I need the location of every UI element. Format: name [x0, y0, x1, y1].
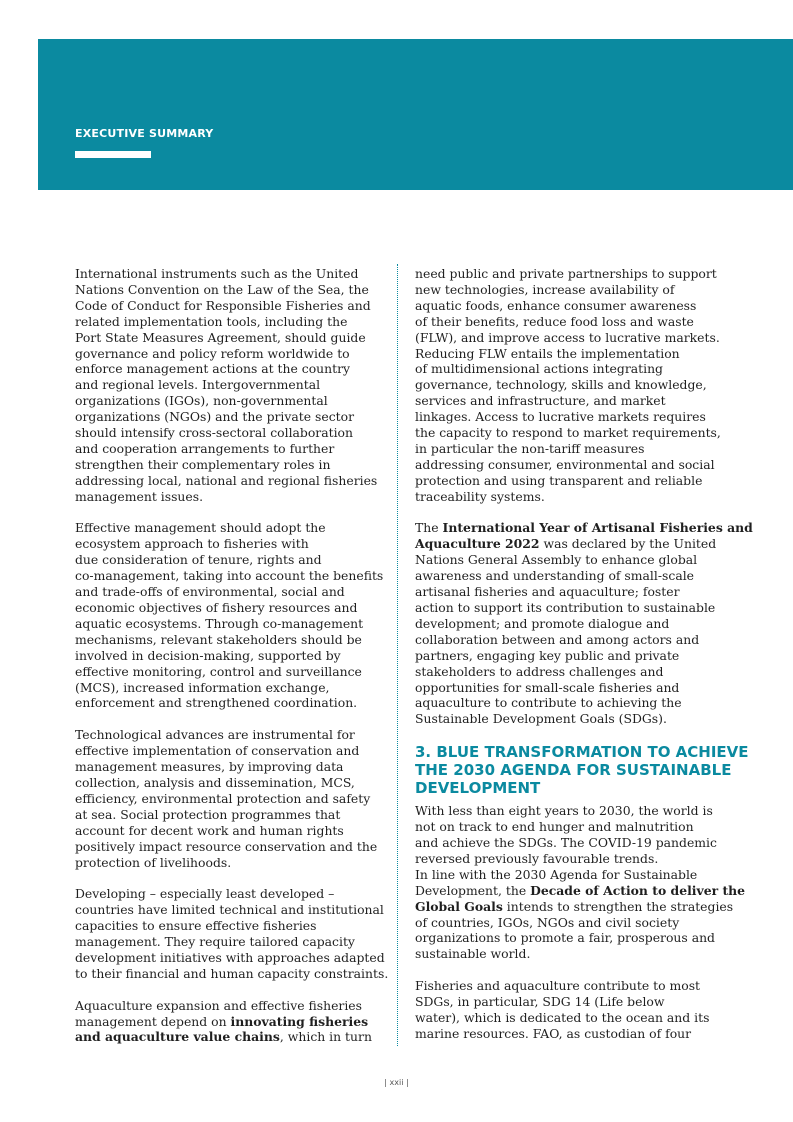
paragraph-sdg-contribution: Fisheries and aquaculture contribute to most SDGs, in particular, SDG 14 (Life below water), which is dedicated to the ocean and its marine resources. FAO, as custodian of four	[415, 978, 710, 1041]
page-number: | xxii |	[384, 1078, 409, 1087]
right-column	[415, 266, 753, 1042]
paragraph-partnerships: need public and private partnerships to support new technologies, increase availability of aquatic foods, enhance consumer awareness of their benefits, reduce food loss and waste (FLW), and improve access to lucrative markets. Reducing FLW entails the implementation of multidimensional actions integrating governance, technology, skills and knowledge, services and infrastructure, and market linkages. Access to lucrative markets requires the capacity to respond to market requirements, in particular the non-tariff measures addressing consumer, environmental and social protection and using transparent and reliable traceability systems.	[415, 266, 721, 504]
paragraph-eight-years: With less than eight years to 2030, the world is not on track to end hunger and malnutrition and achieve the SDGs. The COVID-19 pandemic reversed previously favourable trends. In line with the 2030 Agenda for Sustainable Development, the Decade of Action to deliver the Global Goals intends to strengthen the strategies of countries, IGOs, NGOs and civil society organizations to promote a fair, prosperous and sustainable world.	[415, 803, 746, 962]
paragraph-technological-advances: Technological advances are instrumental for effective implementation of conservation and management measures, by improving data collection, analysis and dissemination, MCS, efficiency, environmental protection and safety at sea. Social protection programmes that account for decent work and human rights positively impact resource conservation and the protection of livelihoods.	[75, 727, 378, 870]
paragraph-effective-management: Effective management should adopt the ecosystem approach to fisheries with due consideration of tenure, rights and co-management, taking into account the benefits and trade-offs of environmental, social and economic objectives of fishery resources and aquatic ecosystems. Through co-management mechanisms, relevant stakeholders should be involved in decision-making, supported by effective monitoring, control and surveillance (MCS), increased information exchange, enforcement and strengthened coordination.	[75, 520, 384, 711]
left-column	[75, 266, 389, 1045]
column-divider	[397, 264, 398, 1046]
header-banner	[38, 39, 793, 190]
paragraph-international-instruments: International instruments such as the United Nations Convention on the Law of the Sea, the Code of Conduct for Responsible Fisheries and related implementation tools, including the Port State Measures Agreement, should guide governance and policy reform worldwide to enforce management actions at the country and regional levels. Intergovernmental organizations (IGOs), non-governmental organizations (NGOs) and the private sector should intensify cross-sectoral collaboration and cooperation arrangements to further strengthen their complementary roles in addressing local, national and regional fisheries management issues.	[75, 266, 378, 504]
paragraph-aquaculture-expansion: Aquaculture expansion and effective fisheries management depend on innovating fisheries and aquaculture value chains, which in turn	[75, 997, 372, 1045]
section-heading-blue-transformation: 3. BLUE TRANSFORMATION TO ACHIEVE THE 2030 AGENDA FOR SUSTAINABLE DEVELOPMENT	[415, 743, 749, 798]
section-label-underline	[75, 151, 151, 158]
paragraph-international-year: The International Year of Artisanal Fisheries and Aquaculture 2022 was declared by the United Nations General Assembly to enhance global awareness and understanding of small-scale artisanal fisheries and aquaculture; foster action to support its contribution to sustainable development; and promote dialogue and collaboration between and among actors and partners, engaging key public and private stakeholders to address challenges and opportunities for small-scale fisheries and aquaculture to contribute to achieving the Sustainable Development Goals (SDGs).	[415, 520, 753, 727]
section-label: EXECUTIVE SUMMARY	[75, 127, 214, 140]
paragraph-developing-countries: Developing – especially least developed – countries have limited technical and institutional capacities to ensure effective fisheries management. They require tailored capacity development initiatives with approaches adapted to their financial and human capacity constraints.	[75, 886, 389, 981]
